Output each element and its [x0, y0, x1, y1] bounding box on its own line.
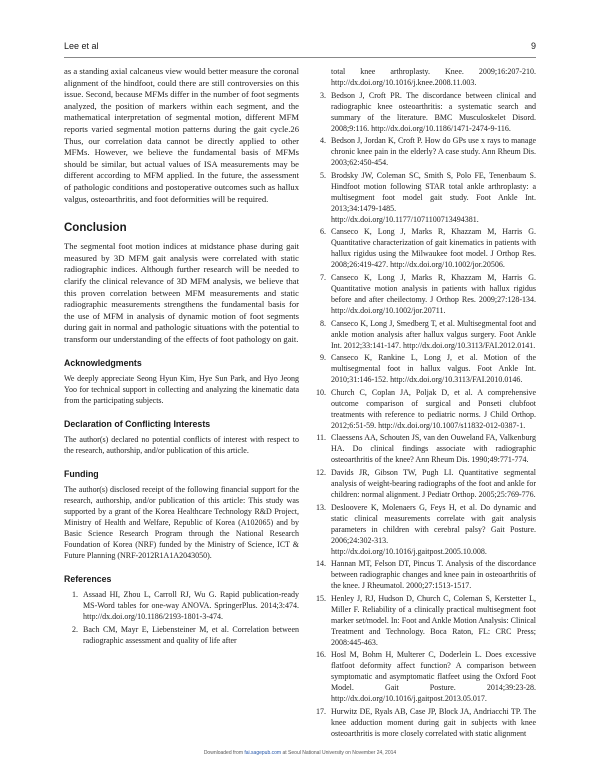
conflict-paragraph: The author(s) declared no potential conflicts of interest with respect to the research, authorship, and/or publication of this article. [64, 435, 299, 456]
reference-text: Hosl M, Bohm H, Multerer C, Doderlein L. Does excessive flatfoot deformity affect function? A comparison between symptomatic and asymptomatic flatfeet using the Oxford Foot Model. Gait Posture. 2014;39:23-28. http://dx.doi.org/10.1016/j.gaitpost.2013.05.017. [331, 650, 536, 704]
references-heading: References [64, 574, 112, 585]
reference-text: Desloovere K, Molenaers G, Feys H, et al. Do dynamic and static clinical measurements correlate with gait analysis parameters in children with cerebral palsy? Gait Posture. 2006;24:302-313. http://dx.doi.org/10.1016/j.gaitpost.2005.10.008. [331, 502, 536, 556]
reference-number: 2. [72, 625, 78, 635]
reference-item [310, 272, 536, 316]
conclusion-heading: Conclusion [64, 222, 127, 235]
reference-text: Canseco K, Long J, Marks R, Khazzam M, Harris G. Quantitative characterization of gait kinematics in patients with hallux rigidus using the Milwaukee foot model. J Orthop Res. 2008;26:419-427. http://dx.doi.org/10.1002/jor.20506. [331, 227, 536, 270]
reference-number: 3. [320, 90, 326, 100]
reference-number: 5. [320, 170, 326, 180]
reference-text: Canseco K, Long J, Marks R, Khazzam M, Harris G. Quantitative motion analysis in patients with hallux rigidus before and after cheilectomy. J Orthop Res. 2009;27:128-134. http://dx.doi.org/10.1002/jor.20711. [331, 272, 536, 315]
reference-text: Canseco K, Long J, Smedberg T, et al. Multisegmental foot and ankle motion analysis after hallux valgus surgery. Foot Ankle Int. 2012;33:141-147. http://dx.doi.org/10.3113/FAI.2012.0141. [331, 318, 536, 350]
reference-number: 12. [316, 467, 326, 477]
reference-text: Assaad HI, Zhou L, Carroll RJ, Wu G. Rapid publication-ready MS-Word tables for one-way ANOVA. SpringerPlus. 2014;3:474. http://dx.doi.org/10.1186/2193-1801-3-474. [83, 590, 299, 622]
reference-item [310, 467, 536, 500]
reference-item [310, 226, 536, 270]
reference-item [310, 502, 536, 557]
reference-text: Claessens AA, Schouten JS, van den Ouweland FA, Valkenburg HA. Do clinical findings associate with radiographic osteoarthritis of the knee? Ann Rheum Dis. 1990;49:771-774. [331, 433, 536, 465]
reference-item [310, 558, 536, 591]
funding-heading: Funding [64, 469, 99, 480]
reference-item [310, 649, 536, 704]
reference-item [310, 593, 536, 648]
reference-text: Davids JR, Gibson TW, Pugh LI. Quantitative segmental analysis of weight-bearing radiographs of the foot and ankle for children: normal alignment. J Pediatr Orthop. 2005;25:769-776. [331, 467, 536, 499]
reference-text: Hannan MT, Felson DT, Pincus T. Analysis of the discordance between radiographic changes and knee pain in osteoarthritis of the knee. J Rheumatol. 2000;27:1513-1517. [331, 559, 536, 591]
reference-item [310, 135, 536, 168]
reference-item [310, 66, 536, 88]
reference-item [64, 589, 299, 622]
reference-number: 7. [320, 272, 326, 282]
reference-number: 16. [316, 650, 326, 660]
acknowledgments-heading: Acknowledgments [64, 358, 142, 369]
reference-text: Canseco K, Rankine L, Long J, et al. Motion of the multisegmental foot in hallux valgus. Foot Ankle Int. 2010;31:146-152. http://dx.doi.org/10.3113/FAI.2010.0146. [331, 353, 536, 385]
reference-number [310, 66, 331, 88]
reference-text: Bedson J, Croft PR. The discordance between clinical and radiographic knee osteoarthritis: a systematic search and summary of the literature. BMC Musculoskelet Disord. 2008;9:116. http://dx.doi.org/10.1186/1471-2474-9-116. [331, 90, 536, 133]
reference-number: 6. [320, 227, 326, 237]
page-number: 9 [530, 41, 536, 51]
reference-number: 15. [316, 593, 326, 603]
reference-number: 13. [316, 502, 326, 512]
reference-item [310, 318, 536, 351]
reference-item [310, 352, 536, 385]
reference-text: Hurwitz DE, Ryals AB, Case JP, Block JA, Andriacchi TP. The knee adduction moment during gait in subjects with knee osteoarthritis is more closely correlated with static alignment [331, 706, 536, 738]
reference-text: Church C, Coplan JA, Poljak D, et al. A comprehensive outcome comparison of surgical and Ponseti clubfoot treatments with reference to pediatric norms. J Child Orthop. 2012;6:51-59. http://dx.doi.org/10.1007/s11832-012-0387-1. [331, 387, 536, 430]
reference-text: Bach CM, Mayr E, Liebensteiner M, et al. Correlation between radiographic assessment and quality of life after [83, 625, 299, 646]
intro-paragraph: as a standing axial calcaneus view would better measure the coronal alignment of the hindfoot, could there are still controversies on this issue. Second, because MFMs differ in the number of foot segments analyzed, the position of markers within each segment, and the mathematical interpretation of segmental motion, different MFM reports varied segmental motion patterns during the gait cycle.26 Thus, our correlation data cannot be directly applied to other MFMs. However, we believe the fundamental basis of MFMs should be similar, but actual values of ISA measurements may be different according to MFM applied. In the future, the assessment of pathologic conditions and postoperative outcomes such as hallux valgus, osteoarthritis, and foot deformities will be required. [64, 66, 299, 204]
reference-text: Bedson J, Jordan K, Croft P. How do GPs use x rays to manage chronic knee pain in the elderly? A case study. Ann Rheum Dis. 2003;62:450-454. [331, 136, 536, 168]
right-column [310, 66, 536, 741]
reference-number: 10. [316, 387, 326, 397]
reference-item [64, 624, 299, 646]
reference-item [310, 432, 536, 465]
footer-suffix: at Seoul National University on November 24, 2014 [282, 750, 397, 756]
reference-text: Henley J, RJ, Hudson D, Church C, Coleman S, Kerstetter L, Miller F. Reliability of a clinically practical multisegment foot marker set/model. In: Foot and Ankle Motion Analysis: Clinical Treatment and Technology. Boca Raton, FL: CRC Press; 2008:445-463. [331, 593, 536, 647]
reference-item [310, 170, 536, 225]
footer-site-link[interactable]: fai.sagepub.com [244, 750, 282, 756]
reference-number: 8. [320, 318, 326, 328]
reference-number: 14. [316, 559, 326, 569]
reference-number: 4. [320, 136, 326, 146]
reference-number: 9. [320, 353, 326, 363]
reference-item [310, 706, 536, 739]
conflict-heading: Declaration of Conflicting Interests [64, 419, 211, 430]
funding-paragraph: The author(s) disclosed receipt of the following financial support for the research, authorship, and/or publication of this article: This study was supported by a grant of the Korea Healthcare Technology R&D Project, Ministry of Health and Welfare, Republic of Korea (A102065) and by Basic Science Research Program through the National Research Foundation of Korea (NRF) funded by the Ministry of Science, ICT & Future Planning (NRF-2012R1A1A2043050). [64, 485, 299, 561]
reference-item [310, 90, 536, 134]
reference-text: total knee arthroplasty. Knee. 2009;16:207-210. http://dx.doi.org/10.1016/j.knee.2008.11.003. [331, 67, 536, 87]
download-footer [0, 750, 600, 756]
left-references-list [64, 589, 299, 646]
header-rule [64, 57, 536, 58]
footer-prefix: Downloaded from [203, 750, 243, 756]
conclusion-paragraph: The segmental foot motion indices at midstance phase during gait measured by 3D MFM gait analysis were correlated with static radiographic indices. Although further research will be needed to clarify the clinical relevance of 3D MFM analysis, we believe that this proven correlation between MFM measurements and static radiographic measurements strengthens the fundamental basis for the use of MFM in analysis of dynamic motion of foot segments during gait in normal and pathologic situations with the potential to transform our understanding of the effects of foot pathology on gait. [64, 241, 299, 344]
reference-number: 1. [72, 590, 78, 600]
reference-number: 11. [316, 433, 326, 443]
reference-text: Brodsky JW, Coleman SC, Smith S, Polo FE, Tenenbaum S. Hindfoot motion following STAR total ankle arthroplasty: a multisegment foot model gait study. Foot Ankle Int. 2013;34:1479-1485. http://dx.doi.org/10.1177/1071100713494381. [331, 170, 536, 224]
running-header [64, 41, 536, 55]
reference-item [310, 387, 536, 431]
reference-number: 17. [316, 706, 326, 716]
acknowledgments-paragraph: We deeply appreciate Seong Hyun Kim, Hye Sun Park, and Hyo Jeong Yoo for technical support in collecting and analyzing the kinematic data from the participating subjects. [64, 374, 299, 406]
running-author: Lee et al [64, 41, 99, 51]
left-column [64, 66, 299, 648]
